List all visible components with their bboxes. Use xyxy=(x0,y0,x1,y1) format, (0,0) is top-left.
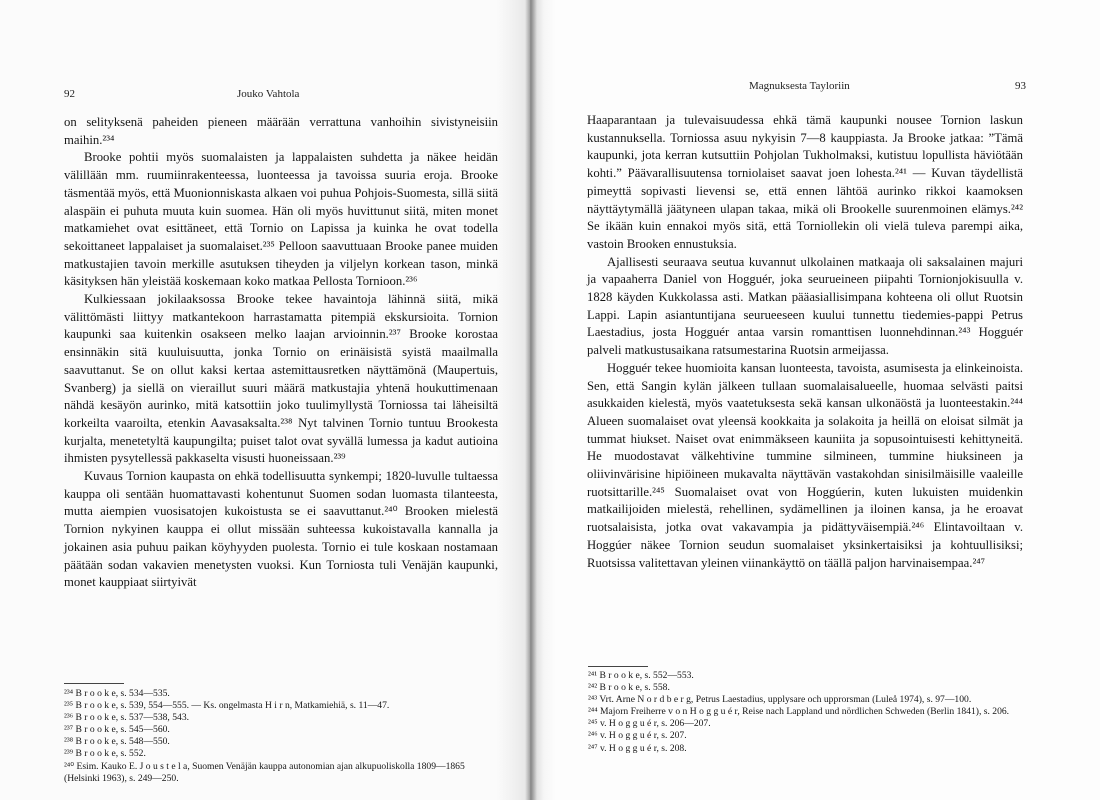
footnote: ²⁴³ Vrt. Arne N o r d b e r g, Petrus Laestadius, upplysare och upprorsman (Luleå 1974), s. 97—100. xyxy=(588,694,972,706)
footnote: ²³⁷ B r o o k e, s. 545—560. xyxy=(64,724,170,736)
footnote: ²⁴⁴ Majorn Freiherre v o n H o g g u é r, Reise nach Lappland und nördlichen Schweden (Berlin 1841), s. 206. xyxy=(588,706,1010,718)
footnote: ²⁴² B r o o k e, s. 558. xyxy=(588,682,670,694)
footnote-rule xyxy=(64,683,124,684)
paragraph: on selityksenä paheiden pieneen määrään verrattuna vanhoihin sivistyneisiin maihin.²³⁴ xyxy=(64,115,498,147)
page-number: 92 xyxy=(64,88,75,100)
left-page xyxy=(0,0,540,800)
paragraph: Ajallisesti seuraava seutua kuvannut ulkolainen matkaaja oli saksalainen majuri ja vapaaherra Daniel von Hogguér, joka seurueineen piipahti Tornionjokisuulla v. 1828 käyden Kukkolassa asti. Matkan pääasiallisimpana kohteena oli ollut Ruotsin Lappi. Lapin asiantuntijana seurueeseen kuului tunnettu tiedemies-pappi Petrus Laestadius, josta Hogguér antaa varsin romanttisen luonnehdinnan.²⁴³ Hogguér palveli matkustusaikana ratsumestarina Ruotsin armeijassa. xyxy=(587,254,1023,358)
running-head: Jouko Vahtola xyxy=(237,88,300,100)
paragraph: Haaparantaan ja tulevaisuudessa ehkä tämä kaupunki nousee Tornion laskun kustannuksella. Torniossa asuu nykyisin 7—8 kauppiasta. Ja Brooke jatkaa: ”Tämä kaupunki, jota kerran kutsuttiin Pohjolan Tukholmaksi, kutistuu lopullista häviötään kohti.” Päävarallisuutensa torniolaiset saavat joen lohesta.²⁴¹ — Kuvan täydellistä pimeyttä sopivasti lievensi se, että ennen lähtöä aurinko rikkoi kaamoksen näyttäytymällä jäätyneen ulapan takaa, mikä oli Brookelle suurenmoinen elämys.²⁴² Se ikään kuin ennakoi myös sitä, että Torniollekin oli vielä tuleva parempi aika, vastoin Brooken ennustuksia. xyxy=(587,113,1023,251)
footnote: ²³⁹ B r o o k e, s. 552. xyxy=(64,748,146,760)
footnote: ²⁴⁷ v. H o g g u é r, s. 208. xyxy=(588,742,687,754)
book-gutter xyxy=(525,0,537,800)
body-text xyxy=(64,114,498,592)
footnote: ²³⁶ B r o o k e, s. 537—538, 543. xyxy=(64,712,190,724)
paragraph: Hogguér tekee huomioita kansan luonteesta, tavoista, asumisesta ja elinkeinoista. Sen, että Sangin kylän jälkeen tullaan suomalaisalueelle, huomaa selvästi paitsi asukkaiden kielestä, myös vaatetuksesta sekä kansan ulkonäöstä ja luonteestakin.²⁴⁴ Alueen suomalaiset ovat yleensä kookkaita ja solakoita ja heillä on eloisat silmät ja tummat hiukset. Naiset ovat enimmäkseen kauniita ja sopusointuisesti kehittyneitä. He muodostavat välkehtivine tummine silmineen, tummine hiuksineen ja oliivinvärisine hipiöineen mukavalta näyttävän vastakohdan sinisilmäisille vaaleille ruotsittarille.²⁴⁵ Suomalaiset ovat von Hoggúerin, kuten lukuisten muidenkin matkailijoiden mielestä, rehellinen, sydämellinen ja iloinen kansa, ja he eroavat ruotsalaisista, jotka ovat vakavampia ja pidättyväisempiä.²⁴⁶ Elintavoiltaan v. Hoggúer näkee Tornion seudun suomalaiset yksinkertaisiksi ja kohtuullisiksi; Ruotsissa valitettavan yleinen viinankäyttö on täällä paljon harvinaisempaa.²⁴⁷ xyxy=(587,360,1023,570)
footnotes xyxy=(64,688,498,785)
footnote: ²⁴¹ B r o o k e, s. 552—553. xyxy=(588,670,694,681)
paragraph: Kuvaus Tornion kaupasta on ehkä todellisuutta synkempi; 1820-luvulle tultaessa kauppa oli sentään huomattavasti kohentunut Suomen sodan luomasta tilanteesta, mutta aiempien vuosisatojen kukoistusta se ei saavuttanut.²⁴⁰ Brooken mielestä Tornion nykyinen kauppa ei ollut missään suhteessa kukoistavalla kannalla ja jokainen asia puhuu paikan köyhyyden puolesta. Tornio ei tule koskaan nostamaan päätään sodan vakavien menetysten vuoksi. Kun Torniosta tuli Venäjän kaupunki, monet kauppiaat siirtyivät xyxy=(64,469,498,590)
footnote: ²⁴⁶ v. H o g g u é r, s. 207. xyxy=(588,730,687,742)
footnote: ²⁴⁵ v. H o g g u é r, s. 206—207. xyxy=(588,718,711,730)
body-text xyxy=(587,112,1023,572)
footnotes xyxy=(588,670,1024,755)
paragraph: Brooke pohtii myös suomalaisten ja lappalaisten suhdetta ja näkee heidän välillään mm. ruumiinrakenteessa, luonteessa ja tavoissa suuria eroja. Brooke täsmentää myös, että Muonionniskasta alkaen voi puhua Pohjois-Suomesta, sillä siitä alaspäin ei puhuta muuta kuin suomea. Hän oli myös huvittunut siitä, miten monet matkamiehet ovat esittäneet, että Tornio on Lapissa ja kuinka he ovat todella sekoittaneet lappalaiset ja suomalaiset.²³⁵ Pelloon saavuttuaan Brooke panee muiden matkustajien tavoin merkille asutuksen tiheyden ja viljelyn korkean tason, minkä käsityksen hän yleistää koskemaan koko matkaa Pellosta Tornioon.²³⁶ xyxy=(64,150,498,289)
footnote: ²³⁵ B r o o k e, s. 539, 554—555. — Ks. ongelmasta H i r n, Matkamiehiä, s. 11—47. xyxy=(64,700,390,712)
running-head: Magnuksesta Tayloriin xyxy=(749,80,850,92)
page-number: 93 xyxy=(1015,80,1026,92)
footnote-rule xyxy=(588,666,648,667)
footnote: ²³⁸ B r o o k e, s. 548—550. xyxy=(64,736,170,748)
footnote: ²³⁴ B r o o k e, s. 534—535. xyxy=(64,688,170,699)
paragraph: Kulkiessaan jokilaaksossa Brooke tekee havaintoja lähinnä siitä, mikä välittömästi liittyy matkantekoon harrastamatta pitempiä ekskursioita. Tornion kaupunki saa kuitenkin osakseen melko laajan arvioinnin.²³⁷ Brooke korostaa ensinnäkin sitä kuuluisuutta, jonka Tornio on erinäisistä syistä maailmalla saavuttanut. Se on ollut kaksi kertaa astemittausretken näyttämönä (Maupertuis, Svanberg) ja siellä on vieraillut suuri määrä matkustajia yhtenä houkuttimenaan nähdä kesäyön aurinko, mitä katsottiin joko tuulimyllystä Torniossa tai läheisiltä korkeilta vaaroilta, etenkin Aavasaksalta.²³⁸ Nyt talvinen Tornio tuntuu Brookesta kurjalta, menetetyltä kaupungilta; puiset talot ovat syvällä lumessa ja kadut autioina ihmisten pysytellessä pakkaselta visusti huoneissaan.²³⁹ xyxy=(64,292,498,466)
right-page xyxy=(530,0,1100,800)
footnote: ²⁴⁰ Esim. Kauko E. J o u s t e l a, Suomen Venäjän kauppa autonomian ajan alkupuoliskolla 1809—1865 (Helsinki 1963), s. 249—250. xyxy=(64,760,465,784)
